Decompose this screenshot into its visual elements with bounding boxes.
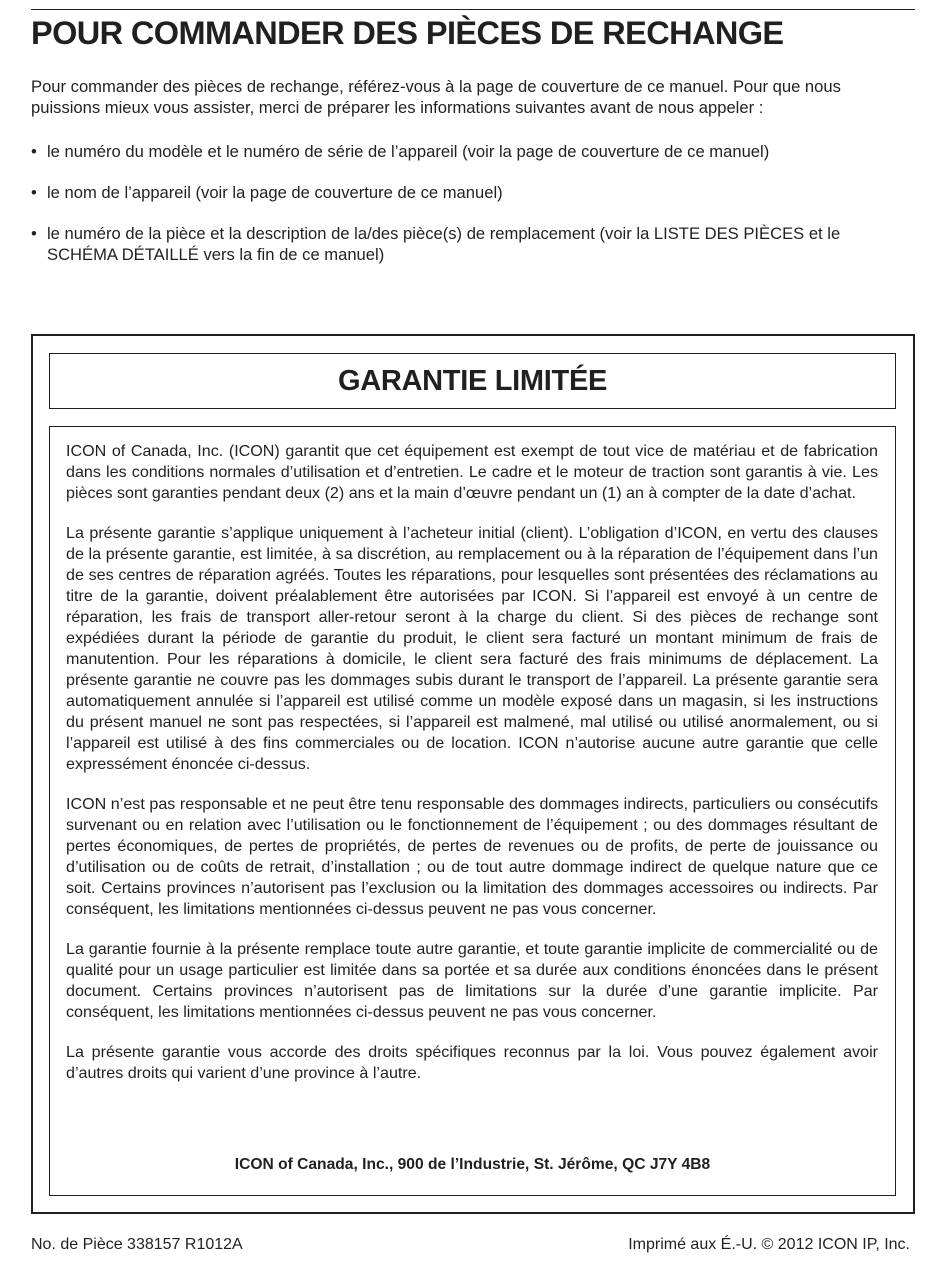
company-address: ICON of Canada, Inc., 900 de l’Industrie, St. Jérôme, QC J7Y 4B8 [234, 1156, 711, 1173]
list-item-text: le numéro du modèle et le numéro de série de l’appareil (voir la page de couverture de ce manuel) [47, 142, 770, 161]
bullet-icon: • [31, 142, 37, 161]
warranty-title-box [49, 353, 896, 409]
warranty-paragraph: ICON n’est pas responsable et ne peut être tenu responsable des dommages indirects, particuliers ou consécutifs survenant ou en relation avec l’utilisation ou le fonctionnement de l’équipement ; ou des dommages résultant de pertes économiques, de pertes de propriétés, de pertes de revenues ou de profits, de perte de jouissance ou d’utilisation ou de coûts de retrait, d’installation ; ou de tout autre dommage indirect de quelque nature que ce soit. Certains provinces n’autorisent pas l’exclusion ou la limitation des dommages accessoires ou indirects. Par conséquent, les limitations mentionnées ci-dessus peuvent ne pas vous concerner. [66, 795, 878, 918]
list-item-text: le numéro de la pièce et la description de la/des pièce(s) de remplacement (voir la LISTE DES PIÈCES et le SCHÉMA DÉTAILLÉ vers la fin de ce manuel) [47, 224, 841, 264]
warranty-paragraph: La présente garantie vous accorde des droits spécifiques reconnus par la loi. Vous pouvez également avoir d’autres droits qui varient d’une province à l’autre. [66, 1043, 878, 1082]
order-bullet-list [31, 141, 911, 285]
bullet-icon: • [31, 183, 37, 202]
order-intro: Pour commander des pièces de rechange, référez-vous à la page de couverture de ce manuel. Pour que nous puissions mieux vous assister, merci de préparer les informations suivantes avant de nous appeler : [31, 77, 841, 117]
list-item [31, 141, 911, 162]
warranty-paragraph: La garantie fournie à la présente remplace toute autre garantie, et toute garantie implicite de commercialité ou de qualité pour un usage particulier est limitée dans sa portée et sa durée aux conditions énoncées dans le présent document. Certains provinces n’autorisent pas de limitations sur la durée d’une garantie implicite. Par conséquent, les limitations mentionnées ci-dessus peuvent ne pas vous concerner. [66, 940, 878, 1021]
order-section-title: POUR COMMANDER DES PIÈCES DE RECHANGE [31, 15, 784, 51]
warranty-paragraph: ICON of Canada, Inc. (ICON) garantit que cet équipement est exempt de tout vice de matériau et de fabrication dans les conditions normales d’utilisation et d’entretien. Le cadre et le moteur de traction sont garantis à vie. Les pièces sont garanties pendant deux (2) ans et la main d’œuvre pendant un (1) an à compter de la date d’achat. [66, 442, 878, 502]
warranty-paragraph: La présente garantie s’applique uniquement à l’acheteur initial (client). L’obligation d’ICON, en vertu des clauses de la présente garantie, est limitée, à sa discrétion, au remplacement ou à la réparation de l’équipement dans l’un de ses centres de réparation agréés. Toutes les réparations, pour lesquelles sont présentées des réclamations au titre de la garantie, doivent préalablement être autorisées par ICON. Si l’appareil est envoyé à un centre de réparation, les frais de transport aller-retour seront à la charge du client. Si des pièces de rechange sont expédiées durant la période de garantie du produit, le client sera facturé un montant minimum de frais de manutention. Pour les réparations à domicile, le client sera facturé des frais minimums de déplacement. La présente garantie ne couvre pas les dommages subis durant le transport de l’appareil. La présente garantie sera automatiquement annulée si l’appareil est utilisé comme un modèle exposé dans un magasin, si les instructions du présent manuel ne sont pas respectées, si l’appareil est malmené, mal utilisé ou utilisé anormalement, ou si l’appareil est utilisé à des fins commerciales ou de location. ICON n’autorise aucune autre garantie que celle expressément énoncée ci-dessus. [66, 524, 878, 773]
bullet-icon: • [31, 224, 37, 243]
list-item [31, 182, 911, 203]
list-item [31, 223, 911, 265]
part-number: No. de Pièce 338157 R1012A [31, 1236, 243, 1253]
top-rule [31, 9, 915, 10]
list-item-text: le nom de l’appareil (voir la page de couverture de ce manuel) [47, 183, 503, 202]
warranty-body-box [49, 426, 896, 1196]
warranty-title: GARANTIE LIMITÉE [337, 365, 608, 397]
warranty-text [66, 441, 878, 1103]
printed-notice: Imprimé aux É.-U. © 2012 ICON IP, Inc. [628, 1236, 910, 1253]
